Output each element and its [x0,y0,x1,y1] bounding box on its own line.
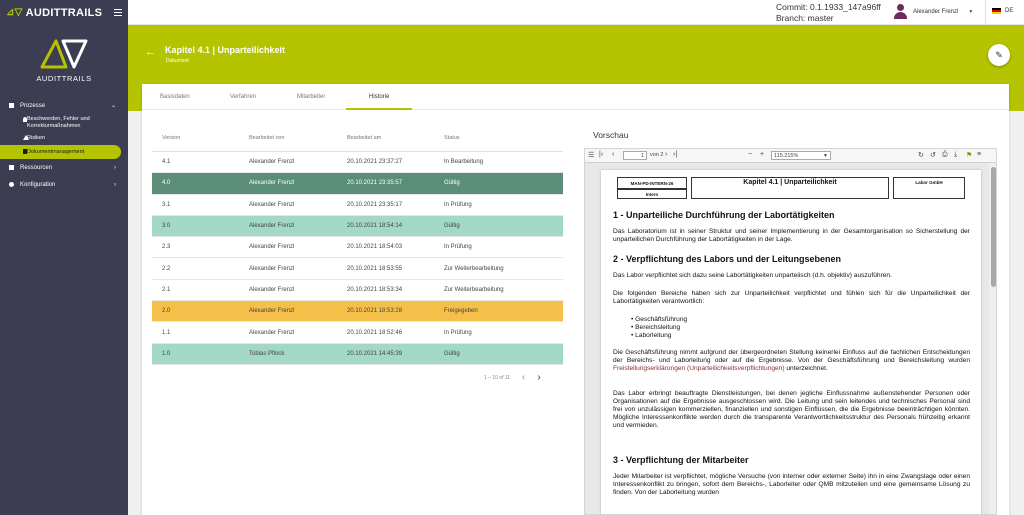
history-table [152,124,563,365]
gear-icon [9,182,14,187]
editor-cell: Alexander Frenzl [249,286,295,293]
user-menu[interactable] [894,4,973,19]
version-cell: 1.0 [162,350,171,357]
date-cell: 20.10.2021 23:37:27 [347,159,403,166]
doc-code: MAN-PD-INTERN-26 [630,181,674,186]
editor-cell: Alexander Frenzl [249,244,295,251]
date-cell: 20.10.2021 14:45:39 [347,350,403,357]
date-cell: 20.10.2021 18:53:28 [347,308,403,315]
sidebar-item-prozesse[interactable] [0,97,128,114]
table-row[interactable] [152,258,563,279]
status-cell: In Prüfung [444,201,472,208]
page-count: von 2 [650,152,664,158]
editor-cell: Alexander Frenzl [249,180,295,187]
doc-list-item: • Geschäftsführung [631,316,688,323]
folder-icon [9,165,14,170]
zoom-in-icon[interactable]: + [760,151,765,158]
doc-paragraph: Die folgenden Bereiche haben sich zur Unparteilichkeit verpflichtet und fühlen sich für die Unparteilichkeit der Labortätigkeiten verantwortlich: [613,290,970,305]
logo-text: AUDITTRAILS [36,74,92,83]
doc-scope: Intern [645,192,659,197]
sidebar-item-label: Beschwerden, Fehler und Korrekturmaßnahmen [27,116,90,129]
rotate-cw-icon[interactable]: ↻ [918,152,924,159]
page-subtitle: Dokument [166,58,189,64]
back-arrow-icon[interactable]: ← [145,46,156,58]
download-icon[interactable]: ⤓ [954,151,958,158]
version-cell: 4.0 [162,180,171,187]
flag-de-icon [992,8,1001,14]
language-selector[interactable] [992,8,1013,14]
sidebar-item-label: Ressourcen [20,164,53,171]
rotate-ccw-icon[interactable]: ↺ [930,152,936,159]
status-cell: Gültig [444,180,460,187]
commit-info [776,2,881,24]
version-cell: 2.1 [162,286,171,293]
warning-icon [23,135,29,140]
brand-name: AUDITTRAILS [25,6,103,19]
doc-paragraph: Das Laboratorium ist in seiner Struktur und seiner Implementierung in der Gesamtorganisation so Sicherstellung der unparteilichen Durchführung der Labortätigkeiten in der Lage. [613,228,970,243]
table-row[interactable] [152,152,563,173]
page-title: Kapitel 4.1 | Unparteilichkeit [165,45,286,55]
chevron-right-icon: › [114,164,116,171]
date-cell: 20.10.2021 18:53:34 [347,286,403,293]
status-cell: Gültig [444,223,460,230]
doc-code-box [617,177,687,189]
next-page-icon[interactable]: › [665,151,668,158]
pdf-page [601,170,981,515]
doc-company-box [893,177,965,199]
version-cell: 3.1 [162,201,171,208]
branch-text: Branch: master [776,13,834,23]
date-cell: 20.10.2021 23:35:17 [347,201,403,208]
pdf-viewer [584,148,997,515]
sidebar-item-konfiguration[interactable] [0,176,128,193]
tab-bar [142,84,1009,110]
sidebar-item-label: Risiken [27,135,46,141]
column-header: Bearbeitet von [249,134,285,141]
pager-range: 1 – 10 of 11 [484,374,511,381]
sidebar-item-risiken[interactable] [0,132,128,145]
status-cell: Freigegeben [444,308,478,315]
preview-title: Vorschau [593,130,629,140]
table-row[interactable] [152,216,563,237]
doc-list [631,316,687,340]
editor-cell: Alexander Frenzl [249,265,295,272]
table-header [152,124,563,152]
menu-icon[interactable] [114,9,122,17]
chevron-down-icon: ⌄ [110,103,116,109]
doc-paragraph: Das Labor verpflichtet sich dazu seine Labortätigkeiten unparteiisch (d.h. objektiv) auszuführen. [613,272,892,279]
table-row[interactable] [152,195,563,216]
sidebar-item-ressourcen[interactable] [0,159,128,176]
first-page-icon[interactable]: |‹ [599,151,604,158]
active-tab-indicator [346,108,412,110]
version-cell: 1.1 [162,329,171,336]
divider [985,0,986,25]
zoom-select[interactable] [771,151,831,160]
next-page-icon[interactable]: › [537,372,541,383]
date-cell: 20.10.2021 18:54:03 [347,244,403,251]
editor-cell: Alexander Frenzl [249,308,295,315]
chevron-down-icon: ▼ [823,153,828,159]
more-menu-icon[interactable]: ≡ [977,151,982,158]
table-row[interactable] [152,322,563,343]
pencil-icon: ✎ [995,49,1003,60]
sidebar-item-beschwerden[interactable] [0,114,128,132]
table-row[interactable] [152,173,563,194]
status-cell: In Prüfung [444,244,472,251]
tab-basisdaten[interactable]: Basisdaten [160,94,190,100]
sidebar-item-label: Prozesse [20,102,46,109]
commit-text: Commit: 0.1.1933_147a96ff [776,2,881,12]
status-cell: Zur Weiterbearbeitung [444,286,504,293]
doc-list-item: • Laborleitung [631,332,672,339]
tab-mitarbeiter[interactable]: Mitarbeiter [297,94,326,100]
doc-section-heading: 3 - Verpflichtung der Mitarbeiter [613,455,749,465]
doc-paragraph: Jeder Mitarbeiter ist verpflichtet, mögliche Versuche (von interner oder externer Seite) ihn in eine Zwangslage oder einen Interessenkonflikt zu bringen, sofort dem Bereichs-, Laborleiter oder QMB mitzuteilen und eine gemeinsame Lösung zu finden. Von der Laborleitung wurden [613,473,970,496]
language-label: DE [1005,8,1014,14]
edit-button[interactable] [988,44,1010,66]
doc-heading: Kapitel 4.1 | Unparteilichkeit [743,179,837,186]
version-cell: 4.1 [162,159,171,166]
version-cell: 2.3 [162,244,171,251]
column-header: Status [444,134,460,141]
doc-heading-box [691,177,889,199]
status-cell: Zur Weiterbearbeitung [444,265,504,272]
document-icon [23,149,27,154]
doc-company: Labor GmbH [915,180,943,185]
brand-logo-small[interactable] [6,7,102,19]
column-header: Version [162,134,181,141]
sidebar-toggle-icon[interactable]: ☰ [588,152,595,159]
square-icon [9,103,14,108]
date-cell: 20.10.2021 23:35:57 [347,180,403,187]
zoom-value: 115.215% [774,153,799,159]
zoom-out-icon[interactable]: − [748,151,753,158]
doc-section-heading: 2 - Verpflichtung des Labors und der Leitungsebenen [613,254,842,264]
chevron-right-icon: › [114,181,116,188]
document-card [142,84,1009,515]
editor-cell: Alexander Frenzl [249,329,295,336]
version-cell: 3.0 [162,223,171,230]
paginator [484,372,541,383]
scrollbar-thumb[interactable] [991,167,996,287]
doc-section-heading: 1 - Unparteiliche Durchführung der Labortätigkeiten [613,210,835,220]
status-cell: In Prüfung [444,329,472,336]
sidebar-item-dokumentmanagement[interactable] [0,145,121,159]
editor-cell: Tobias Pflock [249,350,285,357]
date-cell: 20.10.2021 18:53:55 [347,265,403,272]
version-cell: 2.0 [162,308,171,315]
page-number-input[interactable]: 1 [623,151,647,160]
doc-paragraph: Das Labor erbringt beauftragte Dienstleistungen, bei denen jegliche Einflussnahme außenstehender Personen oder Organisationen auf die Ergebnisse ausgeschlossen wird. Die Leitung und sein leitendes und technisches Personal sind frei von unzulässigen kommerziellen, finanziellen und sonstigen Einflüssen, die die Ergebnisse beeinträchtigen könnten. Mögliche Interessenkonflikte werden durch die transparente Verantwortlichkeitsstruktur des Personals frühzeitig erkannt und vermieden. [613,390,970,429]
table-row[interactable] [152,237,563,258]
date-cell: 20.10.2021 18:52:46 [347,329,403,336]
user-name: Alexander Frenzl [913,8,959,15]
table-row[interactable] [152,301,563,322]
logo-area [0,25,128,95]
caret-down-icon: ▼ [968,8,974,15]
doc-link[interactable]: Freistellungserklärungen (Unparteilichkeitsverpflichtungen) [613,365,785,372]
version-cell: 2.2 [162,265,171,272]
prev-page-icon[interactable]: ‹ [522,372,526,383]
print-icon[interactable]: ⎙ [942,151,948,158]
prev-page-icon[interactable]: ‹ [612,151,615,158]
doc-scope-box [617,189,687,199]
avatar-icon [894,4,907,19]
editor-cell: Alexander Frenzl [249,223,295,230]
brand-bar [0,0,128,25]
last-page-icon[interactable]: ›| [673,151,678,158]
table-row[interactable] [152,280,563,301]
column-header: Bearbeitet am [347,134,382,141]
sidebar-item-label: Konfiguration [20,181,56,188]
status-cell: Gültig [444,350,460,357]
tab-historie[interactable]: Historie [369,94,390,100]
topbar [128,0,1024,25]
bookmark-icon[interactable]: ⚑ [966,152,973,159]
pin-icon [23,117,27,122]
doc-paragraph: Die Geschäftsführung nimmt aufgrund der übergeordneten Stellung keinerlei Einfluss auf die fachlichen Entscheidungen der Bereichs- und Laborleitung oder auf die Ergebnisse. Von der Geschäftsführung und Bereichsleitung wurden Freistellungserklärungen (Unparteilichkeitsverpflichtungen) unterzeichnet. [613,349,970,372]
auditrails-logo-icon [39,37,89,71]
tab-verfahren[interactable]: Verfahren [230,94,257,100]
logo-icon: ⊿▽ [6,7,23,18]
table-body [152,152,563,365]
table-row[interactable] [152,344,563,365]
editor-cell: Alexander Frenzl [249,201,295,208]
date-cell: 20.10.2021 18:54:14 [347,223,403,230]
doc-list-item: • Bereichsleitung [631,324,681,331]
sidebar-item-label: Dokumentmanagement [27,148,85,155]
status-cell: In Bearbeitung [444,159,484,166]
editor-cell: Alexander Frenzl [249,159,295,166]
sidebar [0,0,128,515]
pdf-toolbar [585,149,997,163]
sidebar-nav [0,97,128,193]
